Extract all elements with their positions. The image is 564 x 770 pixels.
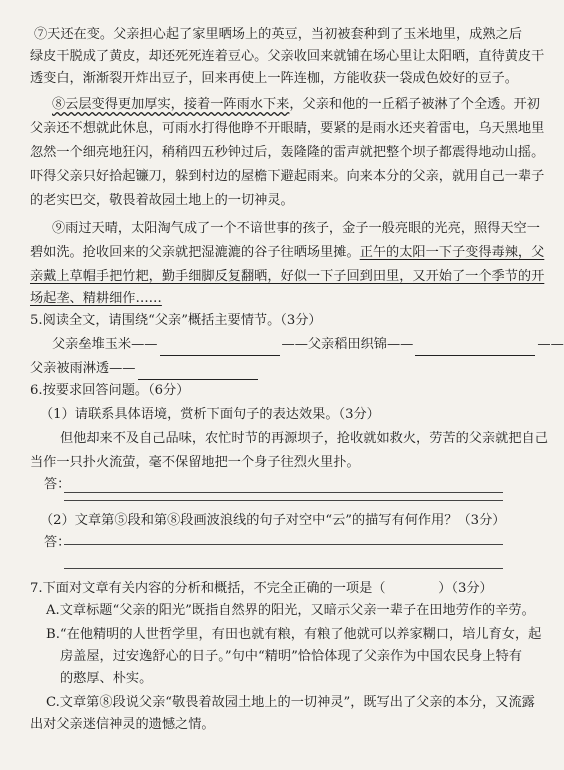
q7-stem: 7.下面对文章有关内容的分析和概括，不完全正确的一项是（ ）（3分） xyxy=(30,581,493,596)
p9-line-1: ⑨雨过天晴，太阳淘气成了一个不谙世事的孩子，金子一般亮眼的光亮，照得天空一 xyxy=(52,221,540,236)
q7-option-b-line-1[interactable]: B.“在他精明的人世哲学里，有田也就有粮，有粮了他就可以养家糊口，培儿育女，起 xyxy=(46,627,542,642)
p9-underlined-3: 场起垄、精耕细作…… xyxy=(30,291,162,306)
q5-blank-2[interactable] xyxy=(415,341,535,356)
q6-answer-line-4[interactable] xyxy=(64,568,503,569)
p8-line-1 xyxy=(52,94,540,116)
p8-line-2: 父亲还不想就此休息，可雨水打得他睁不开眼睛，要紧的是雨水还夹着雷电，乌天黑地里 xyxy=(30,121,545,136)
q5-part-b: ——父亲稻田织锦—— xyxy=(281,337,414,352)
q7-option-b-line-3: 的憨厚、朴实。 xyxy=(60,671,153,686)
q7-option-c-line-1[interactable]: C.文章第⑧段说父亲“敬畏着故园土地上的一切神灵”，既写出了父亲的本分，又流露 xyxy=(46,695,535,710)
p8-line-4: 吓得父亲只好拾起镰刀，躲到村边的屋檐下避起雨来。向来本分的父亲，就用自己一辈子 xyxy=(30,169,545,184)
p9-line-4 xyxy=(30,288,527,310)
p7-line-2: 绿皮干脱成了黄皮，却还死死连着豆心。父亲收回来就铺在场心里让太阳晒，直待黄皮干 xyxy=(30,49,545,64)
q5-blank-1[interactable] xyxy=(160,341,280,356)
q6-quote-line-2: 当作一只扑火流萤，毫不保留地把一个身子往烈火里扑。 xyxy=(30,455,360,470)
p8-wavy-sentence: ⑧云层变得更加厚实，接着一阵雨水下来 xyxy=(52,97,290,112)
p9-line-3 xyxy=(30,266,545,288)
q6-sub2: （2）文章第⑤段和第⑧段画波浪线的句子对空中“云”的描写有何作用？（3分） xyxy=(40,513,506,528)
q5-line-1 xyxy=(52,334,564,356)
q5-blank-3[interactable] xyxy=(138,365,258,380)
q6-answer-line-1[interactable] xyxy=(64,492,503,493)
q7-option-c-line-2: 出对父亲迷信神灵的遗憾之情。 xyxy=(30,717,215,732)
p7-line-3: 透变白，渐渐裂开炸出豆子，回来再使上一阵连枷，方能收获一袋成色姣好的豆子。 xyxy=(30,71,518,86)
q7-option-a[interactable]: A.文章标题“父亲的阳光”既指自然界的阳光，又暗示父亲一辈子在田地劳作的辛劳。 xyxy=(46,603,535,618)
q5-stem: 5.阅读全文，请围绕“父亲”概括主要情节。（3分） xyxy=(30,313,322,328)
q5-line-2 xyxy=(30,358,527,380)
p7-line-1: ⑦天还在变。父亲担心起了家里晒场上的英豆，当初被套种到了玉米地里，成熟之后 xyxy=(34,27,522,42)
p9-line-2 xyxy=(30,242,545,264)
p8-line-5: 的老实巴交，敬畏着故园土地上的一切神灵。 xyxy=(30,193,294,208)
q5-part-d: 父亲被雨淋透—— xyxy=(30,361,136,376)
p9-underlined-2: 亲戴上草帽手把竹耙，勤手细脚反复翻晒，好似一下子回到田里，又开始了一个季节的开 xyxy=(30,269,545,284)
q6-answer-label-2: 答： xyxy=(44,535,71,550)
q6-stem: 6.按要求回答问题。（6分） xyxy=(30,383,190,398)
p8-line-1-rest: ，父亲和他的一丘稻子被淋了个全透。开初 xyxy=(289,97,540,112)
q5-part-a: 父亲垒堆玉米—— xyxy=(52,337,158,352)
q6-sub1: （1）请联系具体语境，赏析下面句子的表达效果。（3分） xyxy=(40,407,380,422)
q6-answer-line-2[interactable] xyxy=(64,500,503,501)
p9-line-2-plain: 碧如洗。抢收回来的父亲就把湿漉漉的谷子往晒场里摊。 xyxy=(30,245,360,260)
q6-answer-line-3[interactable] xyxy=(64,544,503,545)
q5-part-c: —— xyxy=(537,337,564,352)
q7-option-b-line-2: 房盖屋，过安逸舒心的日子。”句中“精明”恰恰体现了父亲作为中国农民身上特有 xyxy=(60,649,522,664)
q6-quote-line-1: 但他却来不及自己品味，农忙时节的再源坝子，抢收就如救火，劳苦的父亲就把自己 xyxy=(60,431,548,446)
p8-line-3: 忽然一个细亮地狂闪，稍稍四五秒钟过后，轰隆隆的雷声就把整个坝子都震得地动山摇。 xyxy=(30,145,545,160)
p9-underlined-1: 正午的太阳一下子变得毒辣，父 xyxy=(359,245,545,260)
q6-answer-label-1: 答： xyxy=(44,477,71,492)
